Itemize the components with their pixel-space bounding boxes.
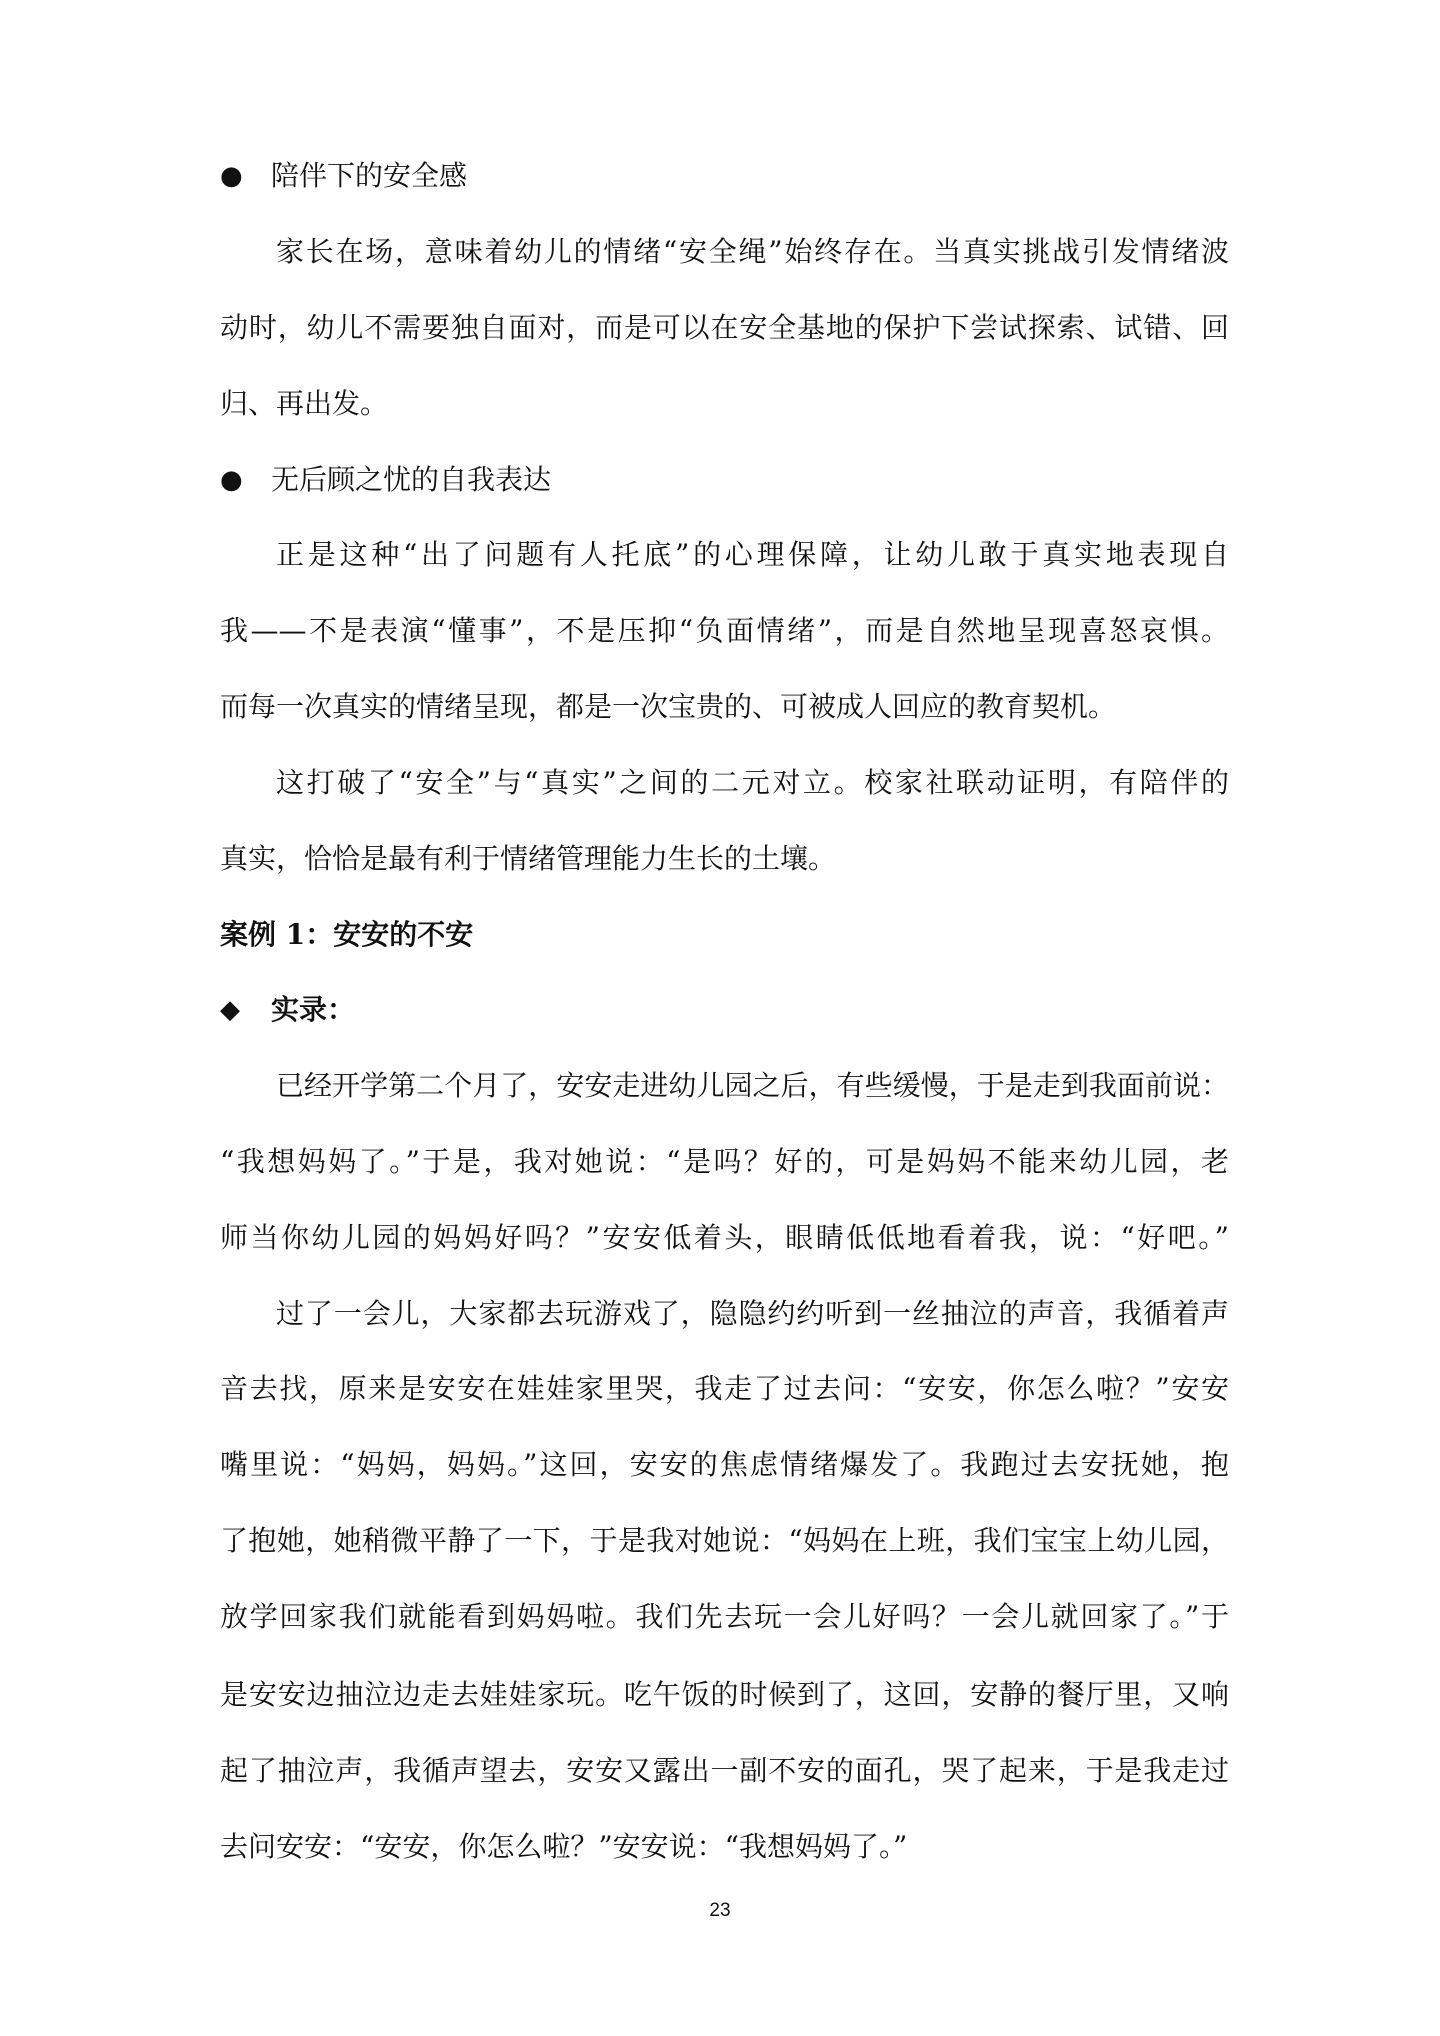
diamond-bullet-icon: ◆ [220,995,240,1025]
bullet-circle-icon: ● [220,465,243,495]
paragraph-line: 而每一次真实的情绪呈现，都是一次宝贵的、可被成人回应的教育契机。 [220,690,1117,723]
paragraph-line: 家长在场，意味着幼儿的情绪“安全绳”始终存在。当真实挑战引发情绪波 [276,235,1229,268]
paragraph-line: 师当你幼儿园的妈妈好吗？”安安低着头，眼睛低低地看着我，说：“好吧。” [220,1221,1229,1254]
paragraph-line: 动时，幼儿不需要独自面对，而是可以在安全基地的保护下尝试探索、试错、回 [220,311,1229,344]
paragraph-line: 这打破了“安全”与“真实”之间的二元对立。校家社联动证明，有陪伴的 [276,766,1229,799]
paragraph-line: 了抱她，她稍微平静了一下，于是我对她说：“妈妈在上班，我们宝宝上幼儿园， [220,1524,1229,1557]
record-label: 实录： [271,993,356,1026]
paragraph-line: 真实，恰恰是最有利于情绪管理能力生长的土壤。 [220,842,837,875]
paragraph-line: 嘴里说：“妈妈，妈妈。”这回，安安的焦虑情绪爆发了。我跑过去安抚她，抱 [220,1448,1229,1481]
paragraph-line: 去问安安：“安安，你怎么啦？”安安说：“我想妈妈了。” [220,1830,908,1863]
case-title: 案例 1：安安的不安 [220,918,474,951]
paragraph-line: 放学回家我们就能看到妈妈啦。我们先去玩一会儿好吗？一会儿就回家了。”于 [220,1600,1229,1633]
bullet-circle-icon: ● [220,161,243,191]
paragraph-line: 音去找，原来是安安在娃娃家里哭，我走了过去问：“安安，你怎么啦？”安安 [220,1372,1229,1405]
paragraph-line: 归、再出发。 [220,387,389,420]
paragraph-line: 我——不是表演“懂事”，不是压抑“负面情绪”，而是自然地呈现喜怒哀惧。 [220,614,1229,647]
section-heading: 无后顾之忧的自我表达 [271,463,552,496]
paragraph-line: 正是这种“出了问题有人托底”的心理保障，让幼儿敢于真实地表现自 [276,538,1229,571]
page-number: 23 [709,1900,731,1921]
paragraph-line: “我想妈妈了。”于是，我对她说：“是吗？好的，可是妈妈不能来幼儿园，老 [220,1145,1229,1178]
paragraph-line: 起了抽泣声，我循声望去，安安又露出一副不安的面孔，哭了起来，于是我走过 [220,1754,1229,1787]
paragraph-line: 已经开学第二个月了，安安走进幼儿园之后，有些缓慢，于是走到我面前说： [276,1069,1229,1102]
paragraph-line: 是安安边抽泣边走去娃娃家玩。吃午饭的时候到了，这回，安静的餐厅里，又响 [220,1678,1229,1711]
paragraph-line: 过了一会儿，大家都去玩游戏了，隐隐约约听到一丝抽泣的声音，我循着声 [276,1297,1229,1330]
section-heading: 陪伴下的安全感 [271,159,468,192]
